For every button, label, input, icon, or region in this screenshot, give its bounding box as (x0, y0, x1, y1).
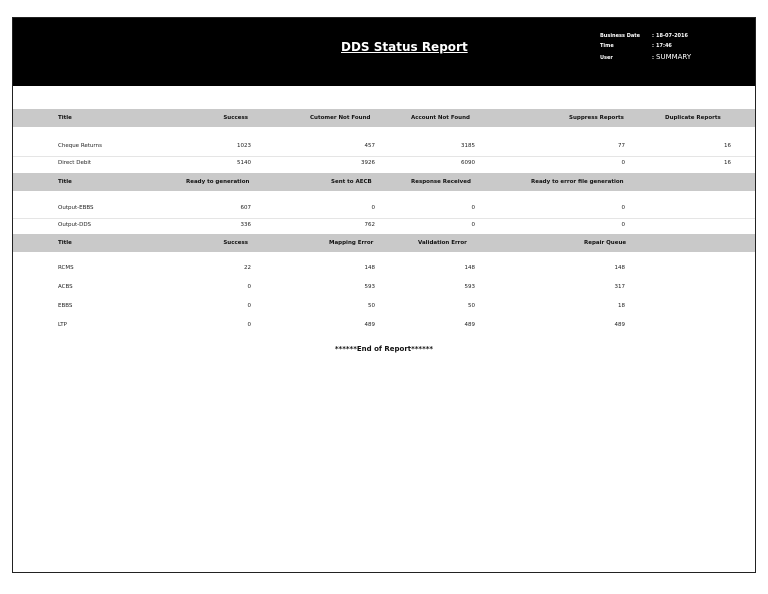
meta-label: Time (600, 43, 614, 49)
column-header: Title (58, 179, 72, 185)
column-header: Cutomer Not Found (310, 115, 371, 121)
meta-value: SUMMARY (656, 53, 692, 61)
column-header: Title (58, 240, 72, 246)
column-header: Response Received (411, 179, 471, 185)
meta-business-date: Business Date : 18-07-2016 (600, 33, 688, 39)
column-header: Account Not Found (411, 115, 470, 121)
end-of-report: ******End of Report****** (334, 345, 434, 353)
section-1-header (13, 109, 755, 127)
section-2-header (13, 173, 755, 191)
meta-user: User : SUMMARY (600, 53, 692, 61)
meta-label: User (600, 55, 613, 61)
column-header: Title (58, 115, 72, 121)
column-header: Suppress Reports (569, 115, 624, 121)
column-header: Validation Error (418, 240, 467, 246)
column-header: Mapping Error (329, 240, 374, 246)
column-header: Sent to AECB (331, 179, 372, 185)
column-header: Success (223, 240, 248, 246)
report-header (13, 18, 755, 86)
column-header: Success (223, 115, 248, 121)
page-title: DDS Status Report (341, 40, 468, 54)
column-header: Ready to error file generation (531, 179, 624, 185)
report-page: DDS Status Report Business Date : 18-07-2016 Time : 17:46 User : SUMMARY Title Success Cutomer Not Found Account Not Found Suppress Reports Duplicate Reports Cheque Returns 1023 457 3185 77 16 Direct Debit 5140 3926 6090 0 16 Title Ready to generation Sent to AECB Response Received Ready to error file generation Output-EBBS 607 0 0 0 Output-DDS 336 762 0 0 Title Success Mapping Error Validation Error Repair Queue RCMS 22 148 148 148 ACBS 0 593 593 317 EBBS 0 50 50 18 LTP 0 489 489 489 ******End of Report****** (12, 17, 756, 573)
meta-value: 17:46 (656, 43, 672, 49)
meta-time: Time : 17:46 (600, 43, 672, 49)
meta-value: 18-07-2016 (656, 33, 688, 39)
section-3-header (13, 234, 755, 252)
column-header: Duplicate Reports (665, 115, 721, 121)
column-header: Repair Queue (584, 240, 627, 246)
column-header: Ready to generation (186, 179, 250, 185)
meta-label: Business Date (600, 33, 641, 39)
